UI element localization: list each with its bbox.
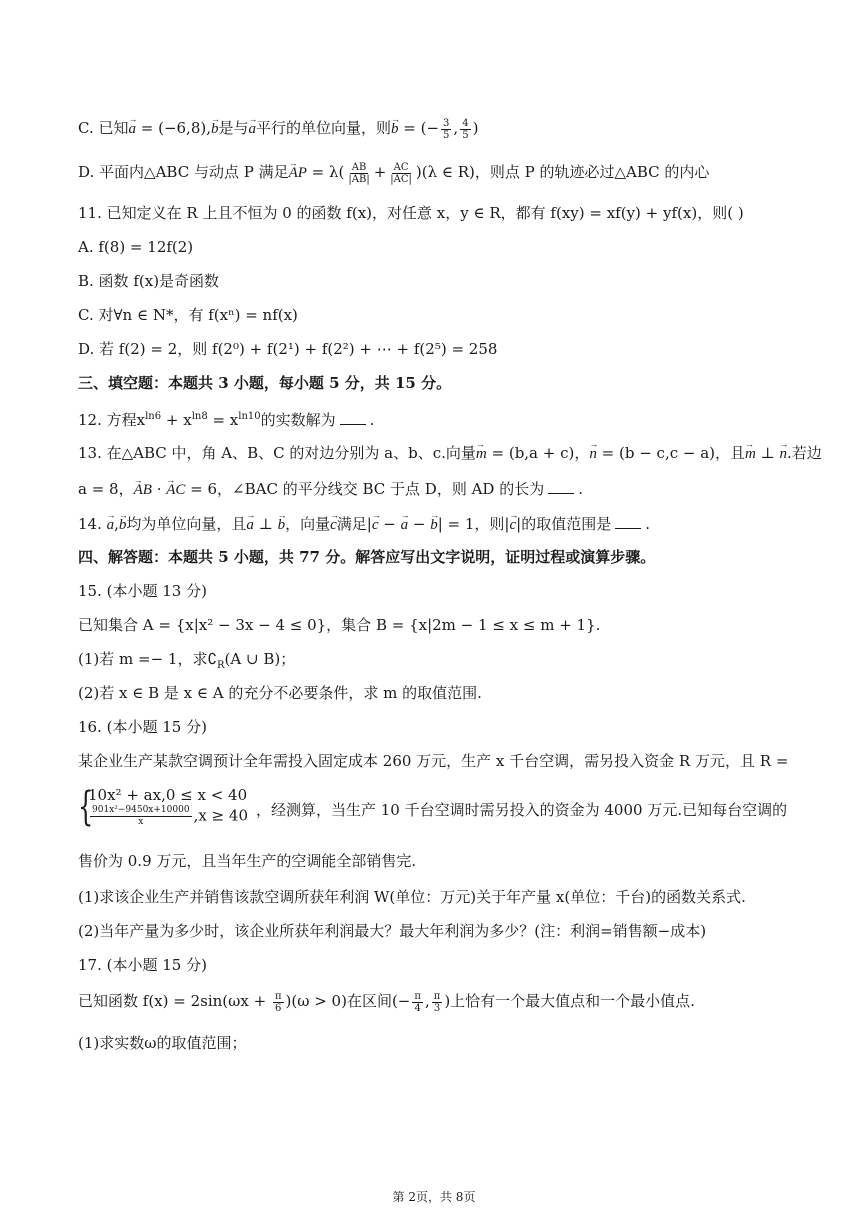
q11-option-a: A. f(8) = 12f(2) [78,238,194,256]
vector-a: → a [128,118,136,140]
text: ) [472,119,479,137]
q16-line-3: 售价为 0.9 万元，且当年生产的空调能全部销售完. [78,852,417,870]
q15-part-2: (2)若 x ∈ B 是 x ∈ A 的充分不必要条件，求 m 的取值范围. [78,684,482,702]
q15-heading: 15. (本小题 13 分) [78,582,207,600]
fraction: $\frac{AB}{|AB|}$ [348,161,370,185]
text: 是与 [218,119,249,137]
section-3-heading: 三、填空题：本题共 3 小题，每小题 5 分，共 15 分。 [78,374,452,392]
answer-blank [615,514,641,529]
q13-line-2: a = 8，→ AB · → AC = 6，∠BAC 的平分线交 BC 于点 D，则 AD 的长为 . [78,478,798,501]
vector-n: → n [589,443,597,465]
fraction: $\frac{4}{5}$ [462,117,469,141]
vector-ab: → AB [134,479,152,501]
section-4-heading: 四、解答题：本题共 5 小题，共 77 分。解答应写出文字说明，证明过程或演算步骤。 [78,548,656,566]
vector-ac: → AC [166,479,185,501]
q16-line-1: 某企业生产某款空调预计全年需投入固定成本 260 万元，生产 x 千台空调，需另投入资金 R 万元，且 R = [78,752,789,770]
q16-part-2: (2)当年产量为多少时，该企业所获年利润最大？最大年利润为多少？(注：利润=销售额−成本) [78,922,707,940]
q11-option-d: D. 若 f(2) = 2，则 f(2⁰) + f(2¹) + f(2²) + ⋯ + f(2⁵) = 258 [78,340,498,358]
q16-line-2: ，经测算，当生产 10 千台空调时需另投入的资金为 4000 万元.已知每台空调的 [256,801,788,819]
q17-heading: 17. (本小题 15 分) [78,956,207,974]
vector-a: → a [249,118,257,140]
brace-icon: { [78,784,94,830]
q11-option-b: B. 函数 f(x)是奇函数 [78,272,220,290]
vector-m: → m [476,443,487,465]
q11-option-c: C. 对∀n ∈ N*，有 f(xⁿ) = nf(x) [78,306,298,324]
q15-part-1: (1)若 m =− 1，求$∁_R(A$ ∪ B)； [78,650,296,671]
q14: 14. → a,→ b均为单位向量，且→ a ⊥ → b，向量→ c满足|→ c − → a − → b| = 1，则|→ c|的取值范围是 . [78,513,798,536]
q17-part-1: (1)求实数ω的取值范围； [78,1034,247,1052]
piecewise-function [78,785,248,828]
text: D. 平面内△ABC 与动点 P 满足 [78,163,289,181]
vector-m: → m [745,443,756,465]
q17-stem: 已知函数 f(x) = 2sin(ωx + $\frac{\pi}{6}$ )(ω > 0)在区间(− $\frac{\pi}{4}$ , $\frac{\pi}{3}$ )上恰有一个最大值点和一个最小值点. [78,990,695,1014]
q13-line-1: 13. 在△ABC 中，角 A、B、C 的对边分别为 a、b、c.向量→ m = (b,a + c)，→ n = (b − c,c − a)，且→ m ⊥ → n.若边 [78,442,798,465]
fraction: $\frac{3}{5}$ [443,117,450,141]
q16-heading: 16. (本小题 15 分) [78,718,207,736]
page-footer: 第 2页，共 8页 [392,1190,476,1204]
text: = (− [398,119,440,137]
text: )(λ ∈ R)，则点 P 的轨迹必过△ABC 的内心 [415,163,710,181]
text: C. 已知 [78,119,129,137]
text: 平行的单位向量，则 [256,119,392,137]
piece-row-2: $\frac{\text{901x²−9450x+10000}}{x}$ ,x ≥ 40 [92,805,248,827]
vector-b: → b [391,118,399,140]
q15-stem: 已知集合 A = {x|x² − 3x − 4 ≤ 0}，集合 B = {x|2m − 1 ≤ x ≤ m + 1}. [78,616,601,634]
q10-option-d: D. 平面内△ABC 与动点 P 满足→ AP = λ( $\frac{AB}{|AB|}$ + $\frac{AC}{|AC|}$ )(λ ∈ R)，则点 P 的轨迹必过△ABC 的内心 [78,161,798,185]
vector-n: → n [780,443,788,465]
q16-part-1: (1)求该企业生产并销售该款空调所获年利润 W(单位：万元)关于年产量 x(单位：千台)的函数关系式. [78,888,746,906]
vector-ap: → AP [289,162,307,184]
answer-blank [340,410,366,425]
q11-stem: 11. 已知定义在 R 上且不恒为 0 的函数 f(x)，对任意 x，y ∈ R，都有 f(xy) = xf(y) + yf(x)，则( ) [78,204,744,222]
text: = (−6,8), [135,119,211,137]
vector-b: → b [211,118,219,140]
q10-option-c: C. 已知→ a = (−6,8),→ b是与→ a平行的单位向量，则→ b = (− $\frac{3}{5}$ , $\frac{4}{5}$ ) [78,117,798,141]
answer-blank [548,479,574,494]
piece-row-1: 10x² + ax,0 ≤ x < 40 [88,786,248,804]
q12: 12. 方程$x^{ln6} + x^{ln8} = x^{ln10}$的实数解为 . [78,411,375,429]
text: = λ( [306,163,345,181]
fraction: $\frac{AC}{|AC|}$ [390,161,412,185]
